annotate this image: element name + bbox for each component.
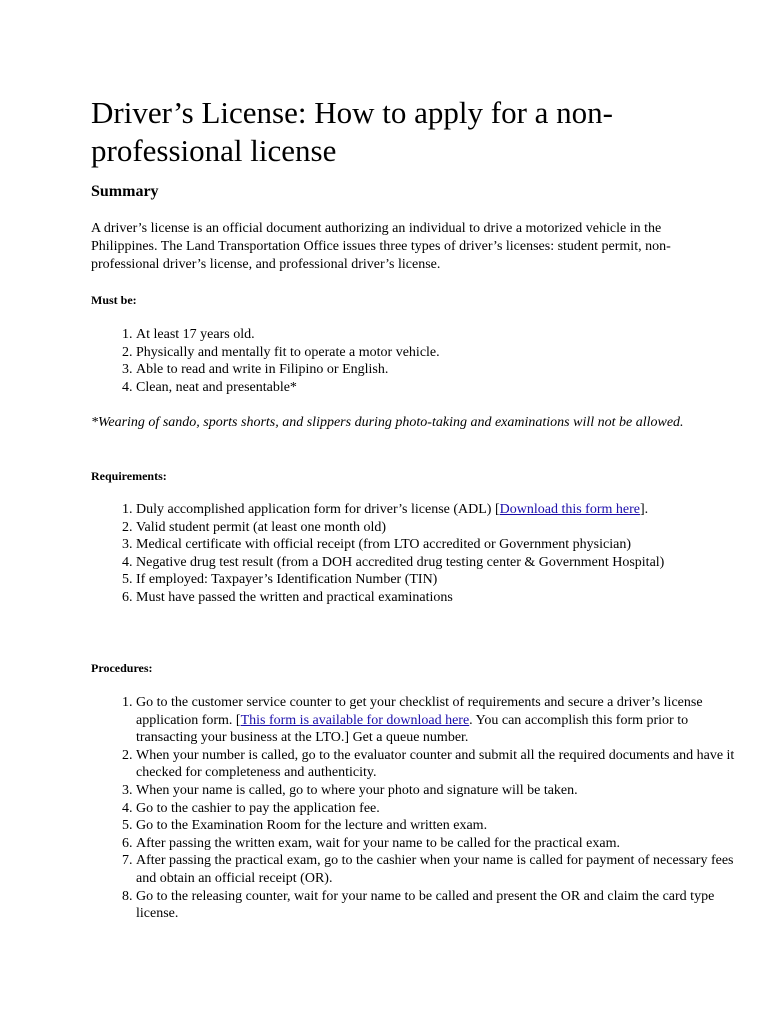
requirement-item: 1. Duly accomplished application form for driver’s license (ADL) [Download this form here].: [136, 501, 736, 519]
summary-heading: Summary: [91, 183, 159, 200]
requirement-item: 2. Valid student permit (at least one month old): [136, 519, 736, 537]
procedure-step: 2. When your number is called, go to the evaluator counter and submit all the required documents and have it checked for completeness and authenticity.: [136, 747, 736, 782]
requirements-heading: Requirements:: [91, 469, 167, 483]
procedure-step: 5. Go to the Examination Room for the lecture and written exam.: [136, 817, 736, 835]
must-be-list: [91, 326, 736, 396]
requirement-item: 3. Medical certificate with official receipt (from LTO accredited or Government physician): [136, 536, 736, 554]
form-download-link[interactable]: This form is available for download here: [240, 712, 470, 728]
procedure-step: 4. Go to the cashier to pay the application fee.: [136, 800, 736, 818]
must-be-item: 1. At least 17 years old.: [136, 326, 736, 344]
must-be-item: 3. Able to read and write in Filipino or English.: [136, 361, 736, 379]
procedure-step: 8. Go to the releasing counter, wait for your name to be called and present the OR and claim the card type license.: [136, 888, 736, 923]
procedures-list: [91, 694, 736, 923]
dress-code-note: *Wearing of sando, sports shorts, and slippers during photo-taking and examinations will not be allowed.: [91, 415, 684, 430]
procedure-step: 1. Go to the customer service counter to get your checklist of requirements and secure a driver’s license application form. [This form is available for download here. You can accomplish this form prior to transacting your business at the LTO.] Get a queue number.: [136, 694, 736, 747]
download-form-link[interactable]: Download this form here: [499, 502, 640, 517]
procedure-step: 3. When your name is called, go to where your photo and signature will be taken.: [136, 782, 736, 800]
requirement-item: 5. If employed: Taxpayer’s Identification Number (TIN): [136, 571, 736, 589]
procedure-step: 6. After passing the written exam, wait for your name to be called for the practical exam.: [136, 835, 736, 853]
page-title: Driver’s License: How to apply for a non-professional license: [91, 95, 613, 168]
must-be-heading: Must be:: [91, 293, 137, 307]
requirements-list: [91, 501, 736, 607]
procedures-heading: Procedures:: [91, 661, 153, 675]
requirement-item: 4. Negative drug test result (from a DOH accredited drug testing center & Government Hospital): [136, 554, 736, 572]
must-be-item: 4. Clean, neat and presentable*: [136, 379, 736, 397]
must-be-item: 2. Physically and mentally fit to operate a motor vehicle.: [136, 344, 736, 362]
procedure-step: 7. After passing the practical exam, go to the cashier when your name is called for payment of necessary fees and obtain an official receipt (OR).: [136, 852, 736, 887]
summary-paragraph: A driver’s license is an official document authorizing an individual to drive a motorized vehicle in the Philippines. The Land Transportation Office issues three types of driver’s licenses: student permit, non-professional driver’s license, and professional driver’s license.: [91, 221, 671, 272]
requirement-item: 6. Must have passed the written and practical examinations: [136, 589, 736, 607]
